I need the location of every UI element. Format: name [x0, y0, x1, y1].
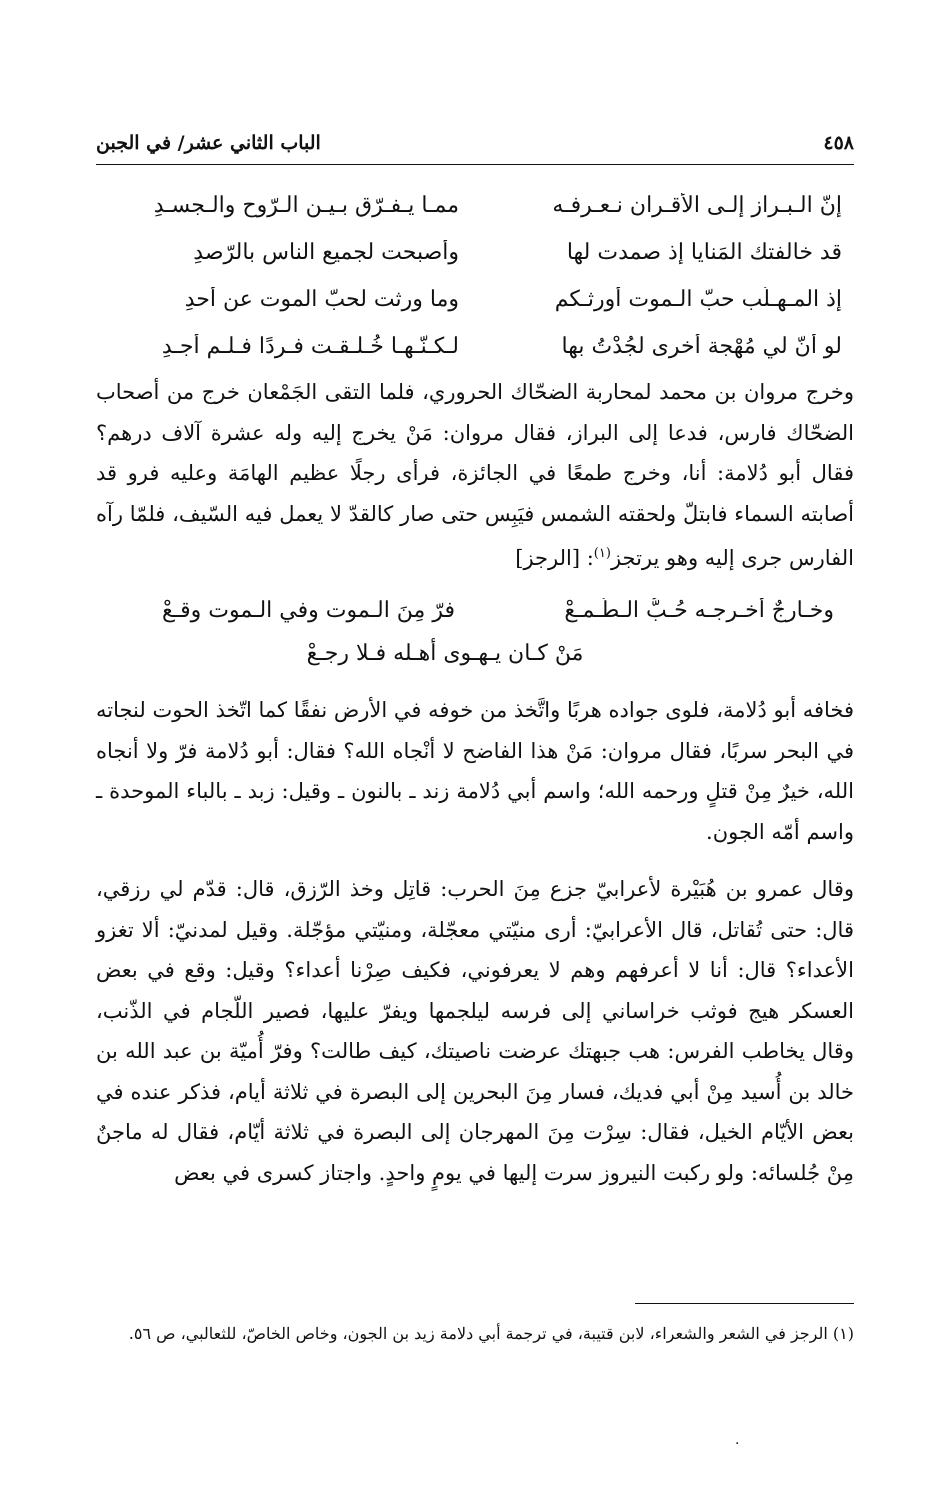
verse-3-first-hemistich: إذ المـهـلّب حبّ الـموت أورثـكم [554, 287, 842, 312]
verse-4 [96, 323, 854, 370]
page-number: ٤٥٨ [823, 132, 854, 154]
paragraph-marwan-text: وخرج مروان بن محمد لمحاربة الضحّاك الحروري، فلما التقى الجَمْعان خرج من أصحاب الضحّاك فارس، فدعا إلى البراز، فقال مروان: مَنْ يخرج إليه وله عشرة آلاف درهم؟ فقال أبو دُلامة: أنا، وخرج طمعًا في الجائزة، فرأى رجلًا عظيم الهامَة وعليه فرو قد أصابته السماء فابتلّ ولحقته الشمس فيَبِس حتى صار كالقدّ لا يعمل فيه السّيف، فلمّا رآه الفارس جرى إليه وهو يرتجز [96, 380, 855, 570]
rajaz-verses [96, 588, 854, 676]
footnote-number: (١) [832, 1324, 854, 1343]
rajaz-first-hemistich: وخـارجٌ أخـرجـه حُـبُّ الـطَّـمـعْ [564, 597, 834, 623]
verse-4-second-hemistich: لـكـنّـهـا خُـلـقـت فـردًا فـلـم أجـدِ [161, 334, 459, 359]
bottom-mark: . [735, 1432, 740, 1448]
verse-2 [96, 229, 854, 276]
header-rule [96, 164, 854, 165]
footnote-reference: (١) [593, 546, 611, 561]
meter-label: : [الرجز] [515, 546, 594, 570]
rajaz-second-hemistich: فرّ مِنَ الـموت وفي الـموت وقـعْ [161, 597, 455, 623]
rajaz-verse-2: مَنْ كـان يـهـوى أهـله فـلا رجـعْ [306, 641, 584, 666]
paragraph-amr-ibn-hubayra: وقال عمرو بن هُبَيْرة لأعرابيّ جزع مِنَ الحرب: قاتِل وخذ الرّزق، قال: قدّم لي رزقي، قال: حتى تُقاتل، قال الأعرابيّ: أرى منيّتي معجّلة، ومنيّتي مؤجّلة. وقيل لمدنيّ: ألا تغزو الأعداء؟ قال: أنا لا أعرفهم وهم لا يعرفوني، فكيف صِرْنا أعداء؟ وقيل: وقع في بعض العسكر هيج فوثب خراساني إلى فرسه ليلجمها ويفرّ عليها، فصير اللّجام في الذّنب، وقال يخاطب الفرس: هب جبهتك عرضت ناصيتك، كيف طالت؟ وفرّ أُميّة بن عبد الله بن خالد بن أُسيد مِنْ أبي فديك، فسار مِنَ البحرين إلى البصرة في ثلاثة أيام، فذكر عنده في بعض الأيّام الخيل، فقال: سِرْت مِنَ المهرجان إلى البصرة في ثلاثة أيّام، فقال له ماجنٌ مِنْ جُلسائه: ولو ركبت النيروز سرت إليها في يومٍ واحدٍ. واجتاز كسرى في بعض [96, 877, 854, 1185]
verse-1-second-hemistich: ممـا يـفـرّق بـيـن الـرّوح والـجسـدِ [153, 193, 459, 218]
verse-1-first-hemistich: إنّ الـبـراز إلـى الأقـران نـعـرفـه [552, 193, 842, 218]
verse-3-second-hemistich: وما ورثت لحبّ الموت عن أحدِ [184, 287, 459, 312]
rajaz-verse-1 [96, 588, 854, 632]
paragraph-marwan [96, 372, 854, 579]
chapter-title: الباب الثاني عشر/ في الجبن [96, 132, 321, 154]
verse-2-second-hemistich: وأصبحت لجميع الناس بالرّصدِ [193, 240, 459, 265]
running-head [96, 128, 854, 158]
paragraph-abu-dulama: فخافه أبو دُلامة، فلوى جواده هربًا واتَّخذ من خوفه في الأرض نفقًا كما اتّخذ الحوت لنجاته في البحر سربًا، فقال مروان: مَنْ هذا الفاضح لا أنْجاه الله؟ فقال: أبو دُلامة فرّ ولا أنجاه الله، خيرٌ مِنْ قتلٍ ورحمه الله؛ واسم أبي دُلامة زند ـ بالنون ـ وقيل: زبد ـ بالباء الموحدة ـ واسم أمّه الجون. [96, 698, 854, 844]
footnote-text: الرجز في الشعر والشعراء، لابن قتيبة، في ترجمة أبي دلامة زيد بن الجون، وخاص الخاصّ، للثعالبي، ص ٥٦. [128, 1324, 828, 1343]
verse-1 [96, 182, 854, 229]
verse-4-first-hemistich: لو أنّ لي مُهْجة أخرى لجُدْتُ بها [561, 334, 842, 359]
poem-block [96, 182, 854, 370]
verse-2-first-hemistich: قد خالفتك المَنايا إذ صمدت لها [566, 240, 842, 265]
footnote-rule [635, 1303, 854, 1304]
verse-3 [96, 276, 854, 323]
footnote [96, 1318, 854, 1349]
